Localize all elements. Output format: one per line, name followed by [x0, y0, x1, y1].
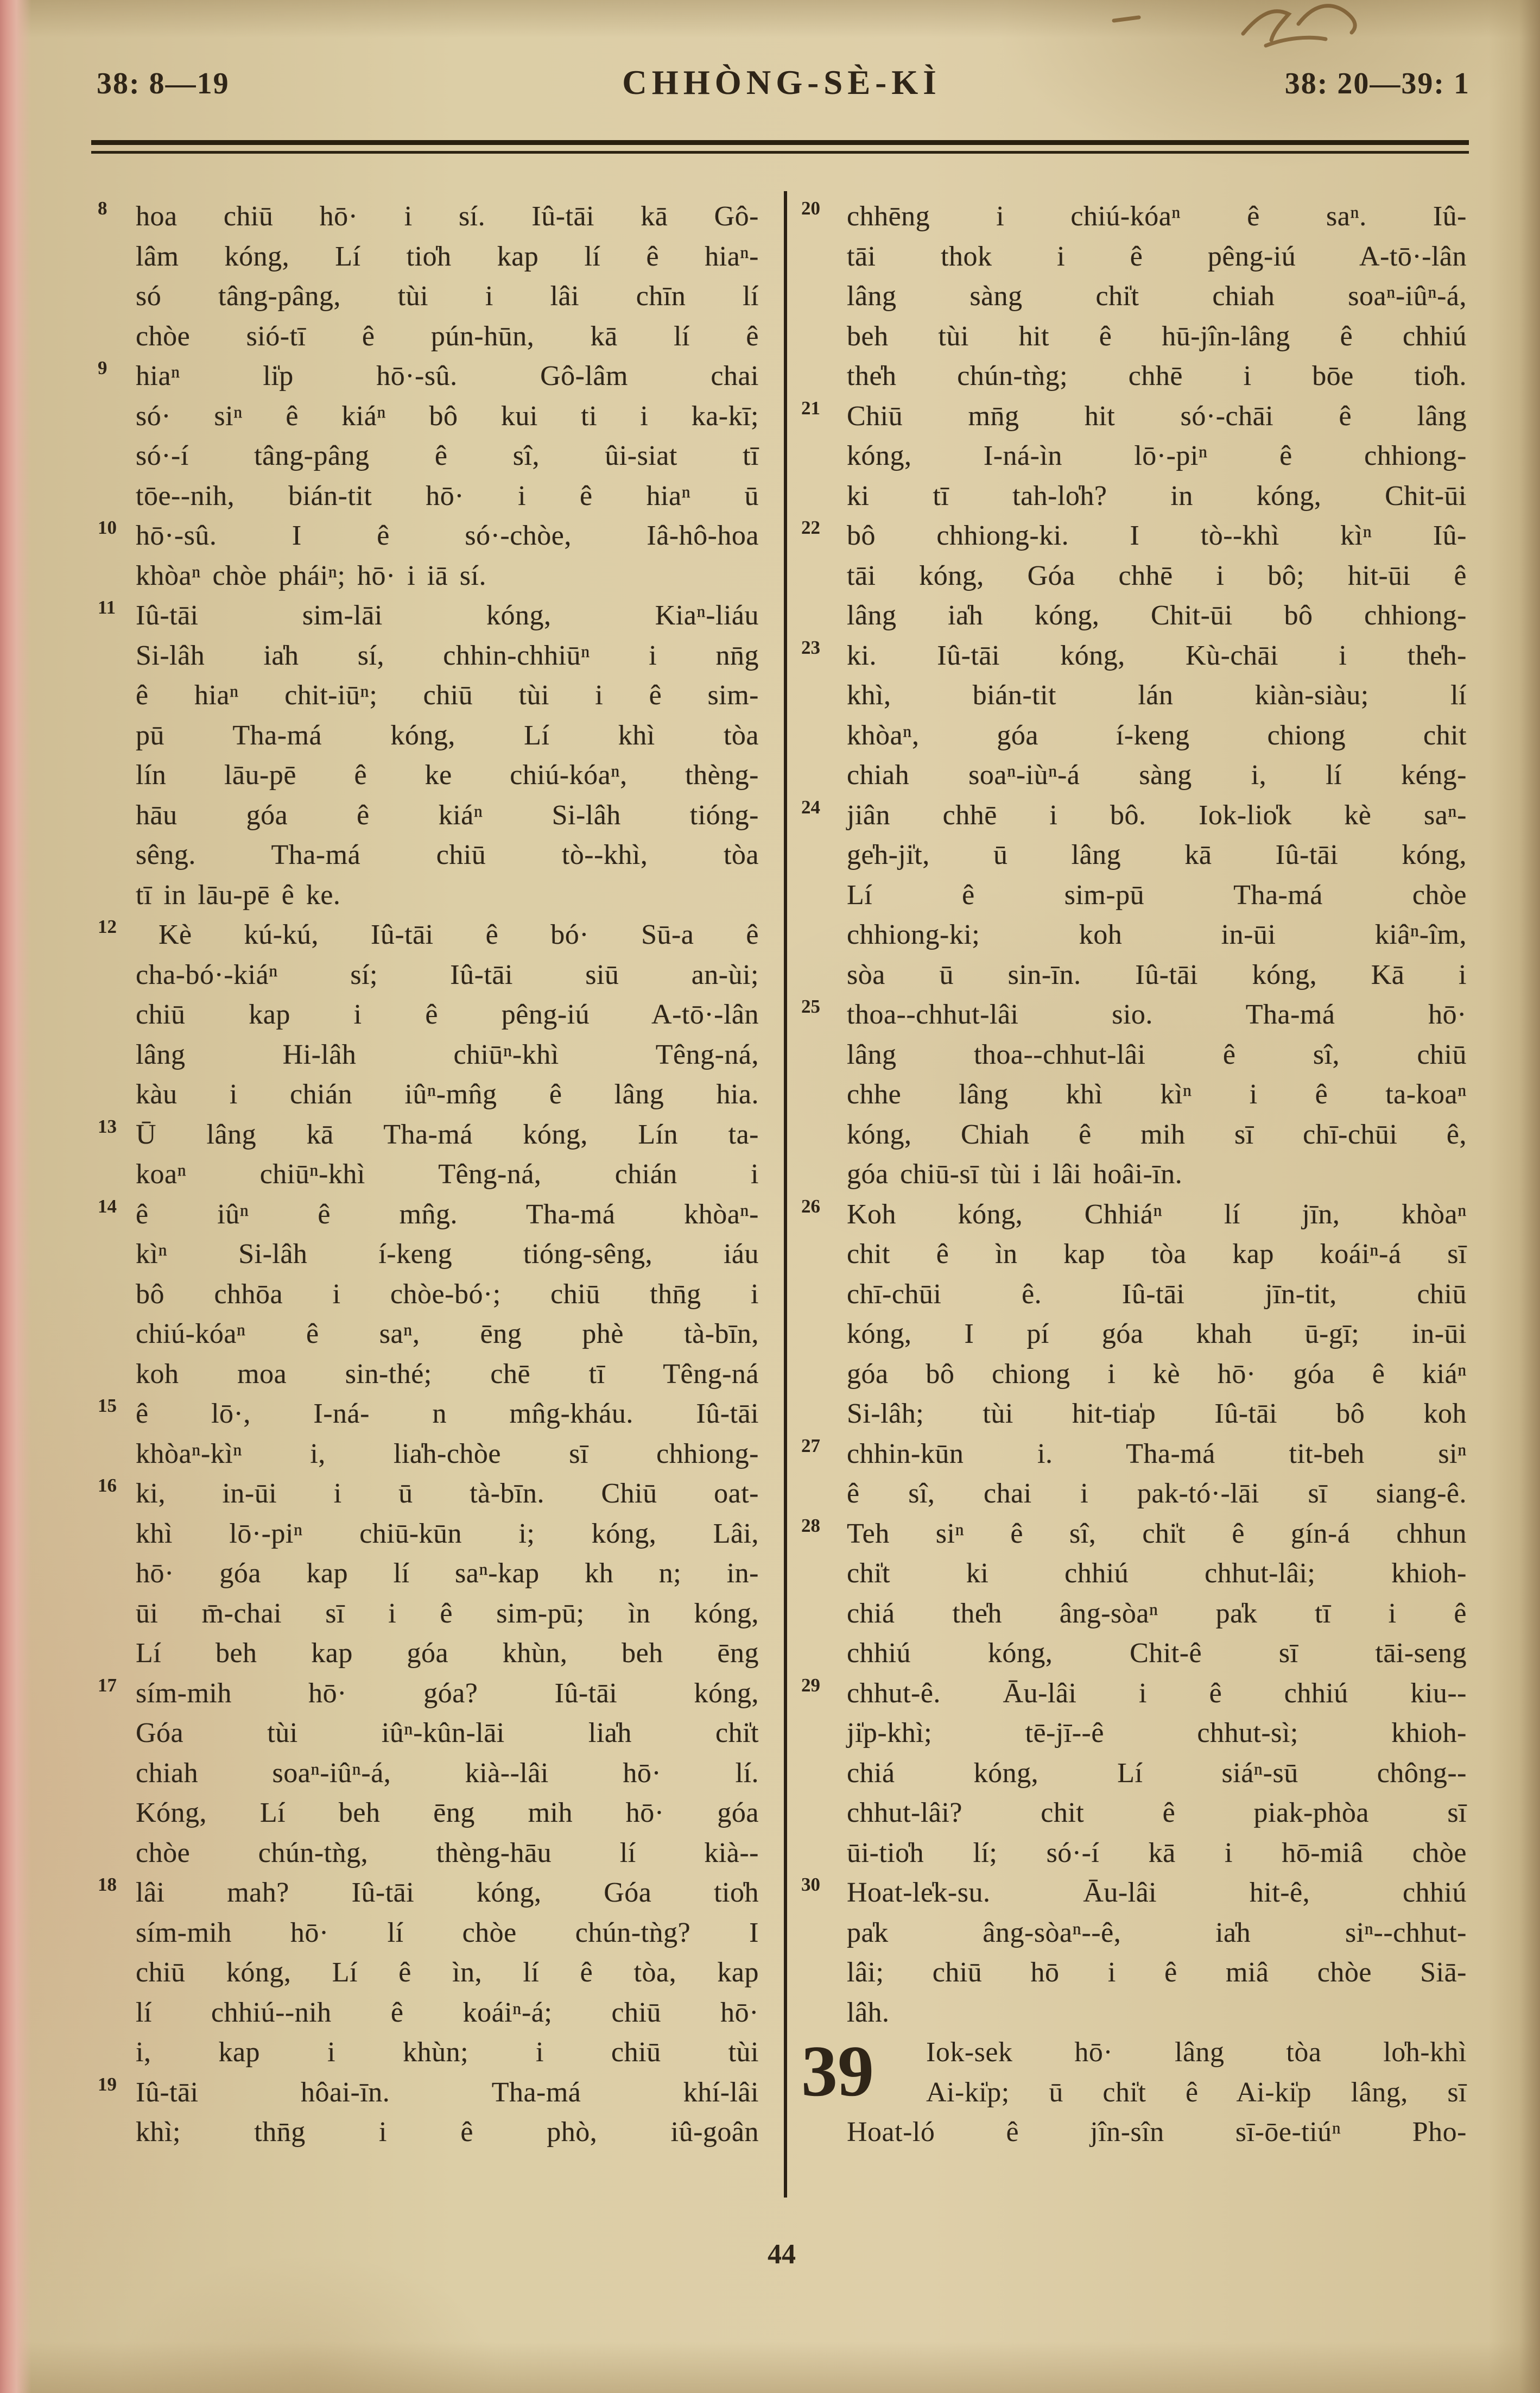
- verse-text: lâi; chiū hō i ê miâ chòe Siā-: [847, 1957, 1467, 1988]
- verse-text: thoa--chhut-lâi sio. Tha-má hō·: [847, 999, 1467, 1030]
- verse-text: lâng thoa--chhut-lâi ê sî, chiū: [847, 1039, 1467, 1070]
- text-line: [136, 1633, 759, 1674]
- text-line: [98, 915, 759, 955]
- verse-text: chhēng i chiú-kóaⁿ ê saⁿ. Iû-: [847, 201, 1467, 232]
- verse-text: bô chhiong-ki. I tò--khì kìⁿ Iû-: [847, 520, 1467, 551]
- text-line: [136, 955, 759, 995]
- verse-text: chī-chūi ê. Iû-tāi jīn-tit, chiū: [847, 1278, 1467, 1310]
- text-line: Iok-sek hō· lâng tòa lo̍h-khì: [926, 2037, 1467, 2068]
- text-line: [136, 1354, 759, 1394]
- verse-range-right: 38: 20—39: 1: [1284, 67, 1470, 100]
- verse-text: ki tī tah-lo̍h? in kóng, Chit-ūi: [847, 480, 1467, 512]
- text-line: [136, 835, 759, 875]
- text-line: [847, 1474, 1467, 1514]
- text-line: [847, 1274, 1467, 1315]
- text-line: [847, 1753, 1467, 1794]
- verse-text: khòaⁿ-kìⁿ i, lia̍h-chòe sī chhiong-: [136, 1438, 759, 1469]
- text-line: [136, 1554, 759, 1594]
- text-line: [136, 317, 759, 357]
- text-line: [98, 1115, 759, 1155]
- verse-text: lí chhiú--nih ê koáiⁿ-á; chiū hō·: [136, 1997, 759, 2028]
- text-line: Hoat-ló ê jîn-sîn sī-ōe-tiúⁿ Pho-: [847, 2117, 1467, 2148]
- text-line: [847, 675, 1467, 716]
- text-line: [847, 955, 1467, 995]
- text-line: [136, 1833, 759, 1873]
- verse-text: ê lō·, I-ná- n mn̂g-kháu. Iû-tāi: [136, 1398, 759, 1429]
- text-line: [136, 237, 759, 277]
- verse-text: pū Tha-má kóng, Lí khì tòa: [136, 719, 759, 751]
- verse-number: 28: [801, 1514, 820, 1536]
- text-line: [801, 795, 1467, 836]
- verse-text: khòaⁿ, góa í-keng chiong chit: [847, 719, 1467, 751]
- verse-text: Teh siⁿ ê sî, chi̍t ê gín-á chhun: [847, 1518, 1467, 1549]
- text-line: [847, 1953, 1467, 1993]
- text-line: [847, 1035, 1467, 1075]
- text-line: [136, 1753, 759, 1794]
- text-line: [847, 716, 1467, 756]
- pen-mark-decoration: [1080, 0, 1428, 60]
- verse-number: 25: [801, 996, 820, 1017]
- verse-number: 19: [98, 2073, 117, 2095]
- verse-text: jiân chhē i bô. Iok-lio̍k kè saⁿ-: [847, 799, 1467, 831]
- text-line: [847, 1075, 1467, 1115]
- verse-text: beh tùi hit ê hū-jîn-lâng ê chhiú: [847, 320, 1467, 352]
- verse-text: ê hiaⁿ chit-iūⁿ; chiū tùi i ê sim-: [136, 680, 759, 711]
- text-line: [801, 995, 1467, 1035]
- text-line: [847, 1314, 1467, 1354]
- verse-text: kìⁿ Si-lâh í-keng tióng-sêng, iáu: [136, 1239, 759, 1270]
- verse-number: 24: [801, 796, 820, 818]
- verse-text: chiū kóng, Lí ê ìn, lí ê tòa, kap: [136, 1957, 759, 1988]
- verse-text: lâng sàng chi̍t chiah soaⁿ-iûⁿ-á,: [847, 281, 1467, 312]
- text-line: [98, 516, 759, 556]
- text-column-right-lines: [801, 197, 1467, 2032]
- verse-text: góa bô chiong i kè hō· góa ê kiáⁿ: [847, 1358, 1467, 1390]
- verse-range-left: 38: 8—19: [97, 67, 230, 100]
- text-line: [847, 317, 1467, 357]
- verse-text: ūi m̄-chai sī i ê sim-pū; ìn kóng,: [136, 1598, 759, 1629]
- text-line: [136, 1314, 759, 1354]
- verse-text: chhe lâng khì kìⁿ i ê ta-koaⁿ: [847, 1079, 1467, 1110]
- verse-number: 8: [98, 198, 107, 219]
- text-line: [847, 835, 1467, 875]
- text-line: [136, 2032, 759, 2073]
- running-header: [92, 63, 1471, 112]
- text-line: [136, 556, 759, 596]
- verse-text: kóng, I-ná-ìn lō·-piⁿ ê chhiong-: [847, 440, 1467, 471]
- verse-number: 23: [801, 636, 820, 658]
- text-line: [136, 675, 759, 716]
- text-line: [847, 276, 1467, 317]
- verse-text: ki, in-ūi i ū tà-bīn. Chiū oat-: [136, 1478, 759, 1509]
- verse-text: lâh.: [847, 1997, 890, 2028]
- text-line: [847, 1633, 1467, 1674]
- text-line: [98, 596, 759, 636]
- verse-text: Koh kóng, Chhiáⁿ lí jīn, khòaⁿ: [847, 1198, 1467, 1230]
- verse-text: Hoat-le̍k-su. Āu-lâi hit-ê, chhiú: [847, 1877, 1467, 1908]
- text-line: [847, 476, 1467, 516]
- verse-text: hō· góa kap lí saⁿ-kap kh n; in-: [136, 1558, 759, 1589]
- verse-number: 22: [801, 517, 820, 538]
- text-line: [136, 1713, 759, 1753]
- text-line: [847, 596, 1467, 636]
- verse-text: kóng, I pí góa khah ū-gī; in-ūi: [847, 1318, 1467, 1349]
- text-line: [847, 1993, 1467, 2033]
- text-line: [136, 276, 759, 317]
- verse-text: tōe--nih, bián-tit hō· i ê hiaⁿ ū: [136, 480, 759, 512]
- verse-text: ge̍h-ji̍t, ū lâng kā Iû-tāi kóng,: [847, 839, 1467, 870]
- verse-text: chit ê ìn kap tòa kap koáiⁿ-á sī: [847, 1239, 1467, 1270]
- verse-text: chhin-kūn i. Tha-má tit-beh siⁿ: [847, 1438, 1467, 1469]
- verse-text: tāi kóng, Góa chhē i bô; hit-ūi ê: [847, 560, 1467, 591]
- verse-number: 10: [98, 517, 117, 538]
- text-line: [98, 1195, 759, 1235]
- verse-text: khì, bián-tit lán kiàn-siàu; lí: [847, 680, 1467, 711]
- verse-number: 18: [98, 1874, 117, 1895]
- verse-text: khì; thn̄g i ê phò, iû-goân: [136, 2117, 759, 2148]
- text-line: [136, 1913, 759, 1953]
- verse-text: só tâng-pâng, tùi i lâi chīn lí: [136, 281, 759, 312]
- verse-text: lín lāu-pē ê ke chiú-kóaⁿ, thèng-: [136, 760, 759, 791]
- verse-text: Iû-tāi hôai-īn. Tha-má khí-lâi: [136, 2076, 759, 2108]
- verse-text: Góa tùi iûⁿ-kûn-lāi lia̍h chi̍t: [136, 1718, 759, 1748]
- text-line: [847, 915, 1467, 955]
- chapter-start-block: [801, 2031, 1467, 2112]
- verse-text: lâm kóng, Lí tio̍h kap lí ê hiaⁿ-: [136, 241, 759, 272]
- verse-text: sím-mih hō· góa? Iû-tāi kóng,: [136, 1677, 759, 1709]
- text-line: [98, 1674, 759, 1714]
- verse-text: the̍h chún-tǹg; chhē i bōe tio̍h.: [847, 361, 1467, 392]
- text-line: [136, 1274, 759, 1315]
- verse-text: bô chhōa i chòe-bó·; chiū thn̄g i: [136, 1278, 759, 1310]
- verse-number: 16: [98, 1475, 117, 1496]
- verse-text: hiaⁿ li̍p hō·-sû. Gô-lâm chai: [136, 361, 759, 392]
- text-line: [136, 1234, 759, 1274]
- verse-text: lâng Hi-lâh chiūⁿ-khì Têng-ná,: [136, 1039, 759, 1070]
- verse-number: 14: [98, 1195, 117, 1217]
- verse-text: sím-mih hō· lí chòe chún-tǹg? I: [136, 1917, 759, 1948]
- verse-text: tāi thok i ê pêng-iú A-tō·-lân: [847, 241, 1467, 272]
- verse-number: 29: [801, 1674, 820, 1696]
- text-line: [847, 356, 1467, 396]
- text-line: [136, 716, 759, 756]
- verse-text: chiá kóng, Lí siáⁿ-sū chông--: [847, 1757, 1467, 1789]
- verse-text: ji̍p-khì; tē-jī--ê chhut-sì; khioh-: [847, 1718, 1467, 1748]
- verse-text: Iû-tāi sim-lāi kóng, Kiaⁿ-liáu: [136, 600, 759, 631]
- text-line: [847, 237, 1467, 277]
- verse-text: hāu góa ê kiáⁿ Si-lâh tióng-: [136, 799, 759, 831]
- text-line: [801, 1873, 1467, 1913]
- verse-text: koh moa sin-thé; chē tī Têng-ná: [136, 1358, 759, 1390]
- verse-text: Kóng, Lí beh ēng mih hō· góa: [136, 1797, 759, 1828]
- verse-text: chòe chún-tǹg, thèng-hāu lí kià--: [136, 1837, 759, 1868]
- verse-number: 15: [98, 1395, 117, 1416]
- verse-text: chiah soaⁿ-iùⁿ-á sàng i, lí kéng-: [847, 760, 1467, 791]
- text-line: [847, 1713, 1467, 1753]
- verse-text: lâi mah? Iû-tāi kóng, Góa tio̍h: [136, 1877, 759, 1908]
- verse-text: lâng ia̍h kóng, Chit-ūi bô chhiong-: [847, 600, 1467, 631]
- verse-text: khòaⁿ chòe pháiⁿ; hō· i iā sí.: [136, 560, 486, 591]
- verse-text: kàu i chián iûⁿ-mn̂g ê lâng hia.: [136, 1079, 759, 1110]
- text-line: [136, 875, 759, 915]
- verse-number: 30: [801, 1874, 820, 1895]
- text-line: [801, 1434, 1467, 1474]
- verse-text: kóng, Chiah ê mih sī chī-chūi ê,: [847, 1119, 1467, 1150]
- text-line: [136, 795, 759, 836]
- text-line: [136, 1514, 759, 1554]
- verse-text: chiú-kóaⁿ ê saⁿ, ēng phè tà-bīn,: [136, 1318, 759, 1349]
- verse-number: 27: [801, 1435, 820, 1456]
- verse-number: 13: [98, 1115, 117, 1137]
- text-line: Ai-ki̍p; ū chi̍t ê Ai-ki̍p lâng, sī: [926, 2076, 1467, 2108]
- verse-number: 20: [801, 198, 820, 219]
- text-line: [847, 556, 1467, 596]
- verse-text: pa̍k âng-sòaⁿ--ê, ia̍h siⁿ--chhut-: [847, 1917, 1467, 1948]
- verse-text: Lí ê sim-pū Tha-má chòe: [847, 879, 1467, 911]
- verse-text: i, kap i khùn; i chiū tùi: [136, 2037, 759, 2068]
- text-line: [136, 1993, 759, 2033]
- text-line: [98, 356, 759, 396]
- verse-text: chòe sió-tī ê pún-hūn, kā lí ê: [136, 320, 759, 352]
- verse-text: chiah soaⁿ-iûⁿ-á, kià--lâi hō· lí.: [136, 1757, 759, 1789]
- verse-text: ê sî, chai i pak-tó·-lāi sī siang-ê.: [847, 1478, 1467, 1509]
- verse-text: ê iûⁿ ê mn̂g. Tha-má khòaⁿ-: [136, 1198, 759, 1230]
- text-line: [801, 1195, 1467, 1235]
- verse-text: sòa ū sin-īn. Iû-tāi kóng, Kā i: [847, 959, 1467, 990]
- text-line: [847, 1115, 1467, 1155]
- verse-text: sêng. Tha-má chiū tò--khì, tòa: [136, 839, 759, 870]
- text-line: [136, 995, 759, 1035]
- text-line: [847, 1554, 1467, 1594]
- chapter-number: 39: [801, 2031, 874, 2111]
- text-line: [847, 1394, 1467, 1434]
- verse-number: 9: [98, 357, 107, 378]
- text-line: [847, 1833, 1467, 1873]
- column-divider: [784, 191, 787, 2198]
- text-line: [847, 1354, 1467, 1394]
- text-line: [136, 1434, 759, 1474]
- text-line: [801, 516, 1467, 556]
- verse-text: chi̍t ki chhiú chhut-lâi; khioh-: [847, 1558, 1467, 1589]
- verse-number: 12: [98, 916, 117, 937]
- text-line: [136, 1953, 759, 1993]
- chapter-first-lines: [926, 2032, 1467, 2112]
- text-line: [136, 1075, 759, 1115]
- text-line: [136, 2112, 759, 2152]
- verse-number: 26: [801, 1195, 820, 1217]
- text-line: [136, 755, 759, 795]
- verse-text: Si-lâh ia̍h sí, chhin-chhiūⁿ i nn̄g: [136, 640, 759, 671]
- verse-text: Kè kú-kú, Iû-tāi ê bó· Sū-a ê: [159, 919, 759, 950]
- text-line: [847, 1154, 1467, 1195]
- verse-number: 21: [801, 397, 820, 419]
- verse-text: chiá the̍h âng-sòaⁿ pa̍k tī i ê: [847, 1598, 1467, 1629]
- text-line: [801, 197, 1467, 237]
- text-line: [136, 1154, 759, 1195]
- verse-text: Lí beh kap góa khùn, beh ēng: [136, 1638, 759, 1669]
- verse-text: chiū kap i ê pêng-iú A-tō·-lân: [136, 999, 759, 1030]
- verse-number: 17: [98, 1674, 117, 1696]
- text-line: [847, 875, 1467, 915]
- verse-text: cha-bó·-kiáⁿ sí; Iû-tāi siū an-ùi;: [136, 959, 759, 990]
- verse-text: só· siⁿ ê kiáⁿ bô kui ti i ka-kī;: [136, 400, 759, 432]
- verse-text: hoa chiū hō· i sí. Iû-tāi kā Gô-: [136, 201, 759, 232]
- text-line: [801, 636, 1467, 676]
- verse-text: koaⁿ chiūⁿ-khì Têng-ná, chián i: [136, 1159, 759, 1190]
- text-line: [98, 2073, 759, 2113]
- text-line: [136, 476, 759, 516]
- text-line: [801, 396, 1467, 437]
- verse-text: hō·-sû. I ê só·-chòe, Iâ-hô-hoa: [136, 520, 759, 551]
- text-line: [136, 1035, 759, 1075]
- text-line: [98, 1474, 759, 1514]
- text-line: [847, 1793, 1467, 1833]
- text-line: [136, 436, 759, 476]
- verse-text: khì lō·-piⁿ chiū-kūn i; kóng, Lâi,: [136, 1518, 759, 1549]
- text-line: [847, 1594, 1467, 1634]
- text-line: [847, 1234, 1467, 1274]
- verse-text: ki. Iû-tāi kóng, Kù-chāi i the̍h-: [847, 640, 1467, 671]
- text-line: [98, 1394, 759, 1434]
- verse-text: chhiú kóng, Chit-ê sī tāi-seng: [847, 1638, 1467, 1669]
- book-title: CHHÒNG-SÈ-KÌ: [622, 64, 941, 102]
- header-double-rule: [91, 140, 1469, 154]
- verse-text: chhut-ê. Āu-lâi i ê chhiú kiu--: [847, 1677, 1467, 1709]
- verse-text: Chiū mn̄g hit só·-chāi ê lâng: [847, 400, 1467, 432]
- page-number: 44: [768, 2239, 796, 2270]
- verse-text: góa chiū-sī tùi i lâi hoâi-īn.: [847, 1159, 1183, 1190]
- text-line: [98, 197, 759, 237]
- text-column-left: [98, 197, 759, 2152]
- verse-text: só·-í tâng-pâng ê sî, ûi-siat tī: [136, 440, 759, 471]
- text-line: [847, 755, 1467, 795]
- verse-number: 11: [98, 597, 116, 618]
- text-line: [136, 636, 759, 676]
- verse-text: ūi-tio̍h lí; só·-í kā i hō-miâ chòe: [847, 1837, 1467, 1868]
- verse-text: chhut-lâi? chit ê piak-phòa sī: [847, 1797, 1467, 1828]
- verse-text: Si-lâh; tùi hit-tia̍p Iû-tāi bô koh: [847, 1398, 1467, 1429]
- text-line: [847, 436, 1467, 476]
- verse-text: chhiong-ki; koh in-ūi kiâⁿ-îm,: [847, 919, 1467, 950]
- text-line: [136, 1793, 759, 1833]
- text-line: [136, 396, 759, 437]
- text-line: [801, 1674, 1467, 1714]
- verse-text: tī in lāu-pē ê ke.: [136, 879, 341, 911]
- text-line: [801, 1514, 1467, 1554]
- text-column-right: [801, 197, 1467, 2152]
- text-line: [98, 1873, 759, 1913]
- verse-text: Ū lâng kā Tha-má kóng, Lín ta-: [136, 1119, 759, 1150]
- text-line: [847, 1913, 1467, 1953]
- text-line: [136, 1594, 759, 1634]
